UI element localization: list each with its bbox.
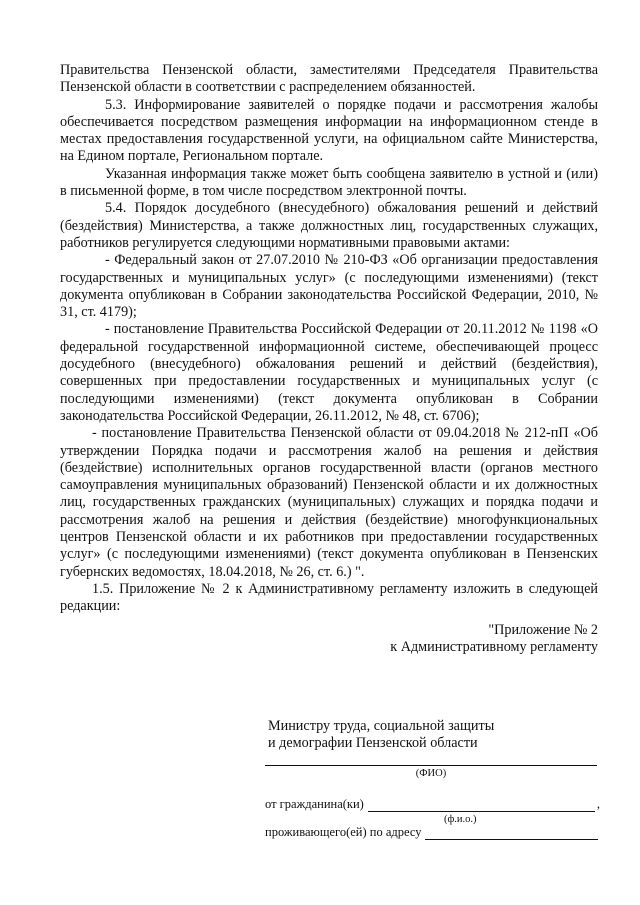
paragraph-5-3: 5.3. Информирование заявителей о порядке подачи и рассмотрения жалобы обеспечивается посредством размещения информации на информационном стенде в местах предоставления государственной услуги, на официальном сайте Министерства, на Едином портале, Региональном портале. (60, 96, 598, 165)
list-item-rf-resolution: - постановление Правительства Российской Федерации от 20.11.2012 № 1198 «О федеральной государственной информационной системе, обеспечивающей процесс досудебного (внесудебного) обжалования решений и действий (бездействия), совершенных при предоставлении государственных и муниципальных услуг (с последующими изменениями) (текст документа опубликован в Собрании законодательства Российской Федерации, 26.11.2012, № 48, ст. 6706); (60, 321, 598, 424)
list-item-penza-resolution: - постановление Правительства Пензенской области от 09.04.2018 № 212-пП «Об утверждении Порядка подачи и рассмотрения жалоб на решения и действия (бездействие) исполнительных органов государственной власти (органов местного самоуправления муниципальных образований) Пензенской области и их должностных лиц, государственных гражданских (муниципальных) служащих и порядка подачи и рассмотрения жалоб на решения и действия (бездействие) многофункциональных центров Пензенской области и их работников при предоставлении государственных услуг» (с последующими изменениями) (текст документа опубликован в Пензенских губернских ведомостях, 18.04.2018, № 26, ст. 6.) ". (60, 425, 598, 580)
list-item-federal-law: - Федеральный закон от 27.07.2010 № 210-ФЗ «Об организации предоставления государственных и муниципальных услуг» (с последующими изменениями) (текст документа опубликован в Собрании законодательства Российской Федерации, 2010, № 31, ст. 4179); (60, 252, 598, 321)
from-citizen-row (265, 797, 600, 812)
paragraph-5-4: 5.4. Порядок досудебного (внесудебного) обжалования решений и действий (бездействия) Министерства, а также должностных лиц, государственных служащих, работников регулируется следующими нормативными правовыми актами: (60, 200, 598, 251)
from-citizen-comma: , (596, 797, 600, 811)
paragraph-1-5: 1.5. Приложение № 2 к Административному регламенту изложить в следующей редакции: (60, 580, 598, 615)
fio-underline (265, 765, 597, 766)
fio-caption: (ФИО) (415, 768, 447, 779)
appendix-title: "Приложение № 2 (488, 621, 598, 638)
from-citizen-label: от гражданина(ки) (265, 797, 364, 811)
addressee-line-1: Министру труда, социальной защиты (268, 718, 495, 734)
addressee-block (268, 718, 494, 753)
document-body (60, 62, 598, 656)
from-citizen-field[interactable] (368, 799, 595, 812)
paragraph-intro: Правительства Пензенской области, заместителями Председателя Правительства Пензенской области в соответствии с распределением обязанностей. (60, 62, 598, 96)
residing-row (265, 825, 598, 840)
paragraph-info-notice: Указанная информация также может быть сообщена заявителю в устной и (или) в письменной форме, в том числе посредством электронной почты. (60, 165, 598, 200)
fio-small-caption: (ф.и.о.) (444, 814, 477, 825)
appendix-subtitle: к Административному регламенту (390, 638, 598, 655)
residing-address-field[interactable] (425, 827, 598, 840)
addressee-line-2: и демографии Пензенской области (268, 735, 478, 752)
residing-label: проживающего(ей) по адресу (265, 825, 422, 839)
